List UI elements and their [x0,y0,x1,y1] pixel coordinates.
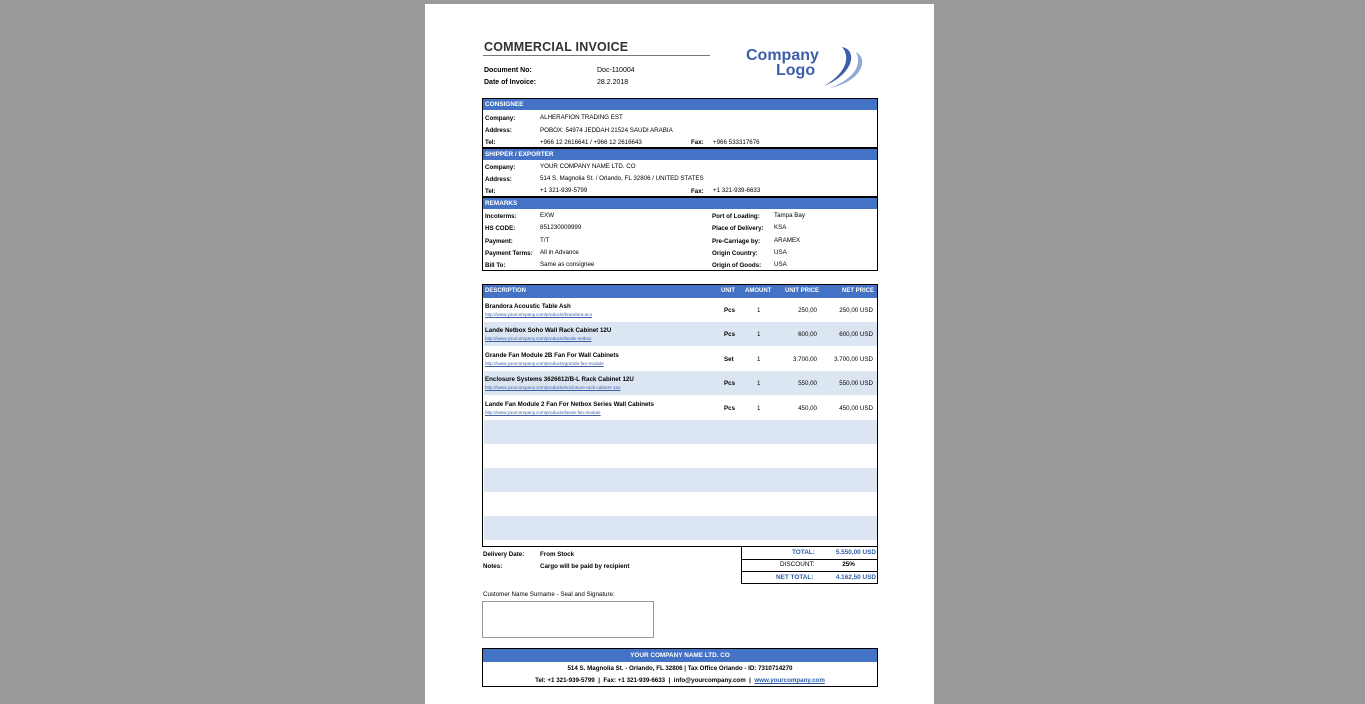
remark-value: USA [774,249,787,256]
totals-box [741,546,878,584]
item-unit-price: 550,00 [798,380,817,387]
consignee-section [482,98,878,148]
empty-row [484,468,877,492]
footer-contact: Tel: +1 321-939-5799 | Fax: +1 321-939-6633 | info@yourcompany.com | www.yourcompany.com [535,677,825,684]
col-net-price: NET PRICE [842,288,875,294]
shipper-fax: +1 321-939-6633 [713,187,761,194]
item-link[interactable]: http://www.yourcompany.com/products/grande-fan-module [485,361,604,366]
item-unit: Set [724,356,734,363]
notes-value: Cargo will be paid by recipient [540,563,630,570]
table-row [484,396,877,420]
shipper-company: YOUR COMPANY NAME LTD. CO [540,163,636,170]
consignee-fax-label: Fax: [691,139,704,146]
footer-company: YOUR COMPANY NAME LTD. CO [483,649,877,662]
doc-no-label: Document No: [484,67,532,74]
item-unit: Pcs [724,380,736,387]
empty-row [484,516,877,540]
consignee-tel: +966 12 2616641 / +966 12 2616643 [540,139,642,146]
footer-tel: Tel: +1 321-939-5799 [535,677,595,684]
item-name: Lande Netbox Soho Wall Rack Cabinet 12U [485,327,612,334]
remark-label: Payment: [485,238,513,245]
footer-fax: Fax: +1 321-939-6633 [603,677,666,684]
footer-web-link[interactable]: www.yourcompany.com [754,677,825,684]
remark-label: Payment Terms: [485,250,533,257]
item-net-price: 450,00 USD [839,405,873,412]
item-link[interactable]: http://www.yourcompany.com/products/brandora-aco [485,312,593,317]
item-name: Lande Fan Module 2 Fan For Netbox Series Wall Cabinets [485,401,654,408]
shipper-header: SHIPPER / EXPORTER [483,149,877,160]
remark-value: EXW [540,212,555,219]
remark-value: KSA [774,224,787,231]
table-row [484,371,877,395]
logo-text-line1: Company [746,47,819,64]
shipper-tel-label: Tel: [485,188,496,195]
consignee-company: ALHERAFION TRADING EST [540,114,623,121]
table-row [484,322,877,346]
remarks-section [482,197,878,271]
table-row [484,347,877,371]
col-unit-price: UNIT PRICE [785,288,820,294]
item-amount: 1 [757,356,761,363]
item-amount: 1 [757,307,761,314]
discount-value: 25% [842,561,855,568]
discount-label: DISCOUNT: [780,561,815,568]
consignee-fax: +966 533317676 [713,139,760,146]
item-unit: Pcs [724,331,736,338]
net-total-label: NET TOTAL: [776,574,814,581]
remark-label: Incoterms: [485,213,517,220]
item-net-price: 250,00 USD [839,307,873,314]
shipper-address-label: Address: [485,176,512,183]
item-net-price: 600,00 USD [839,331,873,338]
delivery-date-value: From Stock [540,551,575,558]
consignee-tel-label: Tel: [485,139,496,146]
remark-value: Tampa Bay [774,212,805,219]
consignee-address-label: Address: [485,127,512,134]
item-unit: Pcs [724,307,736,314]
remark-label: Place of Delivery: [712,225,764,232]
item-net-price: 550,00 USD [839,380,873,387]
remark-label: HS CODE: [485,225,516,232]
page-title: COMMERCIAL INVOICE [484,40,629,54]
date-value: 28.2.2018 [597,79,629,86]
remark-label: Bill To: [485,262,506,269]
consignee-header: CONSIGNEE [483,99,877,110]
col-unit: UNIT [721,288,735,294]
remark-label: Origin Country: [712,250,758,257]
item-link[interactable]: http://www.yourcompany.com/products/lande-netbox [485,336,592,341]
shipper-fax-label: Fax: [691,188,704,195]
consignee-company-label: Company: [485,115,516,122]
footer-email[interactable]: info@yourcompany.com [673,677,746,684]
doc-no-value: Doc-110004 [597,67,635,74]
item-name: Brandora Acoustic Table Ash [485,303,571,310]
remark-value: T/T [540,237,550,244]
item-amount: 1 [757,380,761,387]
title-divider [483,55,710,56]
item-link[interactable]: http://www.yourcompany.com/products/lande-fan-module [485,410,601,415]
item-link[interactable]: http://www.yourcompany.com/products/enclosure-rack-cabinet-12u [485,385,621,390]
invoice-page [425,4,934,704]
signature-box[interactable] [482,601,654,638]
col-description: DESCRIPTION [485,288,527,294]
remark-label: Origin of Goods: [712,262,762,269]
item-net-price: 3.700,00 USD [834,356,873,363]
shipper-company-label: Company: [485,164,516,171]
company-logo [746,42,871,92]
item-amount: 1 [757,331,761,338]
date-label: Date of Invoice: [484,79,537,86]
remark-label: Port of Loading: [712,213,760,220]
net-total-row [742,571,877,583]
table-row [484,298,877,322]
item-amount: 1 [757,405,761,412]
remarks-header: REMARKS [483,198,877,209]
signature-label: Customer Name Surname - Seal and Signature: [483,591,615,598]
footer-address: 514 S. Magnolia St. - Orlando, FL 32806 | Tax Office Orlando - ID: 7310714270 [567,665,793,672]
remark-label: Pre-Carriage by: [712,238,761,245]
remark-value: 851230009999 [540,224,582,231]
total-label: TOTAL: [792,549,815,556]
item-unit: Pcs [724,405,736,412]
delivery-date-label: Delivery Date: [483,551,525,558]
net-total-value: 4.162,50 USD [835,574,876,581]
shipper-tel: +1 321-939-5799 [540,187,588,194]
total-value: 5.550,00 USD [835,549,876,556]
footer-section [482,648,878,687]
item-name: Enclosure Systems 3626612/B-L Rack Cabinet 12U [485,376,634,383]
items-table [482,284,878,547]
item-name: Grande Fan Module 2B Fan For Wall Cabinets [485,352,619,359]
consignee-address: POBOX: 54974 JEDDAH 21524 SAUDI ARABIA [540,127,673,134]
item-unit-price: 3.700,00 [792,356,817,363]
remark-value: All in Advance [540,249,579,256]
empty-row [484,492,877,516]
remark-value: USA [774,261,787,268]
remark-value: Same as consignee [540,261,595,268]
shipper-section [482,148,878,197]
item-unit-price: 250,00 [798,307,817,314]
notes-label: Notes: [483,563,503,570]
empty-row [484,444,877,468]
item-unit-price: 600,00 [798,331,817,338]
item-unit-price: 450,00 [798,405,817,412]
col-amount: AMOUNT [745,288,772,294]
remark-value: ARAMEX [774,237,801,244]
empty-row [484,420,877,444]
items-header [483,285,877,298]
shipper-address: 514 S. Magnolia St. / Orlando, FL 32806 / UNITED STATES [540,175,704,182]
logo-text-line2: Logo [776,62,816,79]
